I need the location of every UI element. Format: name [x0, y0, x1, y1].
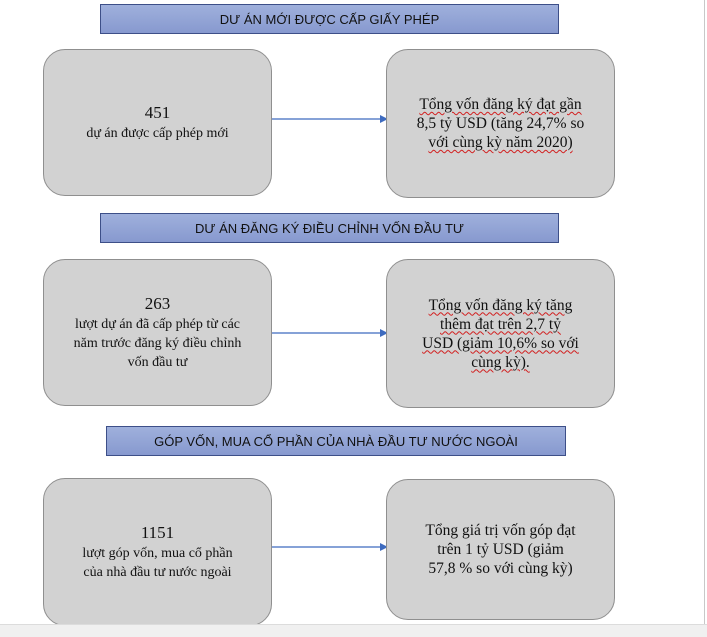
new-projects-desc: dự án được cấp phép mới [86, 126, 229, 141]
page-edge-line [704, 0, 705, 624]
section-header-capital-contribution: GÓP VỐN, MUA CỔ PHẦN CỦA NHÀ ĐẦU TƯ NƯỚC NGOÀI [106, 426, 566, 456]
contribution-value-line: Tổng giá trị vốn góp đạt [425, 522, 576, 539]
adjusted-projects-desc: vốn đầu tư [127, 355, 188, 370]
contribution-desc: của nhà đầu tư nước ngoài [83, 565, 232, 580]
adjusted-projects-desc: năm trước đăng ký điều chỉnh [73, 336, 242, 351]
contribution-number: 1151 [140, 523, 175, 542]
adjusted-projects-desc: lượt dự án đã cấp phép từ các [74, 317, 241, 332]
bottom-scroll-bar [0, 624, 707, 637]
arrow-connector [272, 327, 388, 339]
new-projects-count-box [43, 49, 272, 196]
new-projects-capital-line: với cùng kỳ năm 2020) [428, 134, 573, 151]
adjusted-capital-line: Tổng vốn đăng ký tăng [428, 296, 573, 314]
contribution-value-line: trên 1 tỷ USD (giảm [437, 541, 564, 558]
new-projects-capital-box [386, 49, 615, 198]
adjusted-capital-line: USD (giảm 10,6% so với [422, 334, 579, 352]
contribution-value-box [386, 479, 615, 620]
arrow-connector [272, 113, 388, 125]
adjusted-capital-line: thêm đạt trên 2,7 tỷ [440, 315, 561, 333]
new-projects-capital-line: 8,5 tỷ USD (tăng 24,7% so [416, 115, 585, 132]
adjusted-projects-count-box [43, 259, 272, 406]
contribution-count-box [43, 478, 272, 626]
adjusted-capital-box [386, 259, 615, 408]
arrow-connector [272, 541, 388, 553]
section-header-new-projects: DƯ ÁN MỚI ĐƯỢC CẤP GIẤY PHÉP [100, 4, 559, 34]
contribution-value-line: 57,8 % so với cùng kỳ) [428, 560, 573, 577]
adjusted-projects-number: 263 [144, 294, 171, 313]
new-projects-capital-line: Tổng vốn đăng ký đạt gần [419, 96, 582, 113]
new-projects-number: 451 [144, 103, 171, 122]
contribution-desc: lượt góp vốn, mua cổ phần [82, 546, 233, 561]
section-header-adjusted-capital: DƯ ÁN ĐĂNG KÝ ĐIỀU CHỈNH VỐN ĐẦU TƯ [100, 213, 559, 243]
adjusted-capital-line: cùng kỳ). [471, 353, 530, 371]
